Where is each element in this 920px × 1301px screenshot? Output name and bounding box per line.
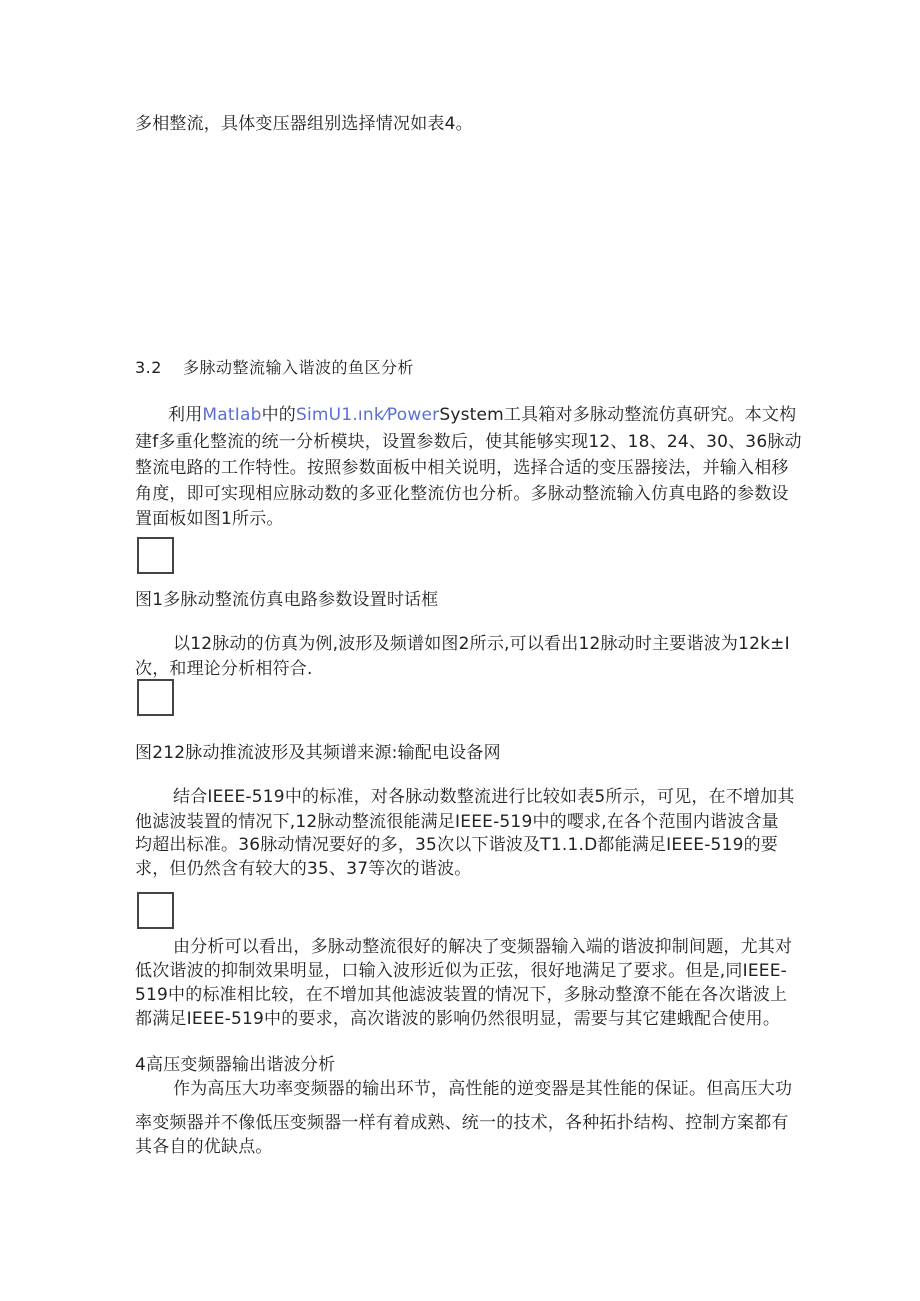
paragraph-5-line-1: 作为高压大功率变频器的输出环节，高性能的逆变器是其性能的保证。但高压大功 [173, 1079, 793, 1099]
paragraph-3-line-2: 他滤波装置的情况下,12脉动整流很能满足IEEE-519中的嘤求,在各个范围内谐波含量 [135, 812, 779, 832]
section-title: 多脉动整流输入谐波的鱼区分析 [183, 358, 415, 377]
text-segment: 中的 [261, 405, 296, 425]
intro-text: 多相整流，具体变压器组别选择情况如表4。 [135, 114, 473, 134]
section-number: 3.2 [135, 358, 162, 377]
section-heading-3-2 [135, 356, 414, 380]
simulink-link[interactable]: SimU1.ınk⁄Power [296, 405, 440, 425]
figure-2-image-placeholder [137, 679, 174, 716]
figure-3-image-placeholder [137, 892, 174, 929]
paragraph-1-line-2: 建f多重化整流的统一分析模块，设置参数后，使其能够实现12、18、24、30、36脉动 [135, 432, 802, 452]
paragraph-4-line-1: 由分析可以看出，多脉动整流很好的解决了变频器输入端的谐波抑制间题，尤其对 [173, 937, 793, 957]
paragraph-4-line-4: 都满足IEEE-519中的要求，高次谐波的影响仍然很明显，需要与其它建蛾配合使用。 [135, 1009, 781, 1029]
paragraph-1-line-5: 置面板如图1所示。 [135, 509, 284, 529]
paragraph-3-line-1: 结合IEEE-519中的标准，对各脉动数整流进行比较如表5所示，可见，在不增加其 [173, 787, 795, 807]
text-segment: 利用 [168, 405, 203, 425]
figure-1-image-placeholder [137, 537, 174, 574]
paragraph-5-line-3: 其各自的优缺点。 [135, 1137, 273, 1157]
paragraph-3-line-3: 均超出标准。36脉动情况要好的多，35次以下谐波及T1.1.D都能满足IEEE-519的要 [135, 835, 778, 855]
paragraph-2-line-2: 次，和理论分析相符合. [135, 659, 313, 679]
paragraph-1-line-1 [168, 403, 796, 427]
section-heading-4: 4高压变频器输出谐波分析 [135, 1055, 336, 1075]
paragraph-5-line-2: 率变频器并不像低压变频器一样有着成熟、统一的技术，各种拓扑结构、控制方案都有 [135, 1113, 789, 1133]
text-segment: System工具箱对多脉动整流仿真研究。本文构 [439, 405, 797, 425]
paragraph-4-line-2: 低次谐波的抑制效果明显，口输入波形近似为正弦，很好地满足了要求。但是,同IEEE- [135, 961, 787, 981]
paragraph-2-line-1: 以12脉动的仿真为例,波形及频谱如图2所示,可以看出12脉动时主要谐波为12k±I [173, 634, 790, 654]
paragraph-1-line-3: 整流电路的工作特性。按照参数面板中相关说明，选择合适的变压器接法，并输入相移 [135, 458, 789, 478]
paragraph-3-line-4: 求，但仍然含有较大的35、37等次的谐波。 [135, 859, 472, 879]
matlab-link[interactable]: MatIab [202, 405, 262, 425]
paragraph-1-line-4: 角度，即可实现相应脉动数的多亚化整流仿也分析。多脉动整流输入仿真电路的参数设 [135, 484, 789, 504]
figure-2-caption: 图212脉动推流波形及其频谱来源:输配电设备网 [135, 743, 501, 763]
figure-1-caption: 图1多脉动整流仿真电路参数设置时话框 [135, 590, 439, 610]
paragraph-4-line-3: 519中的标准相比较，在不增加其他滤波装置的情况下，多脉动整潦不能在各次谐波上 [135, 985, 788, 1005]
